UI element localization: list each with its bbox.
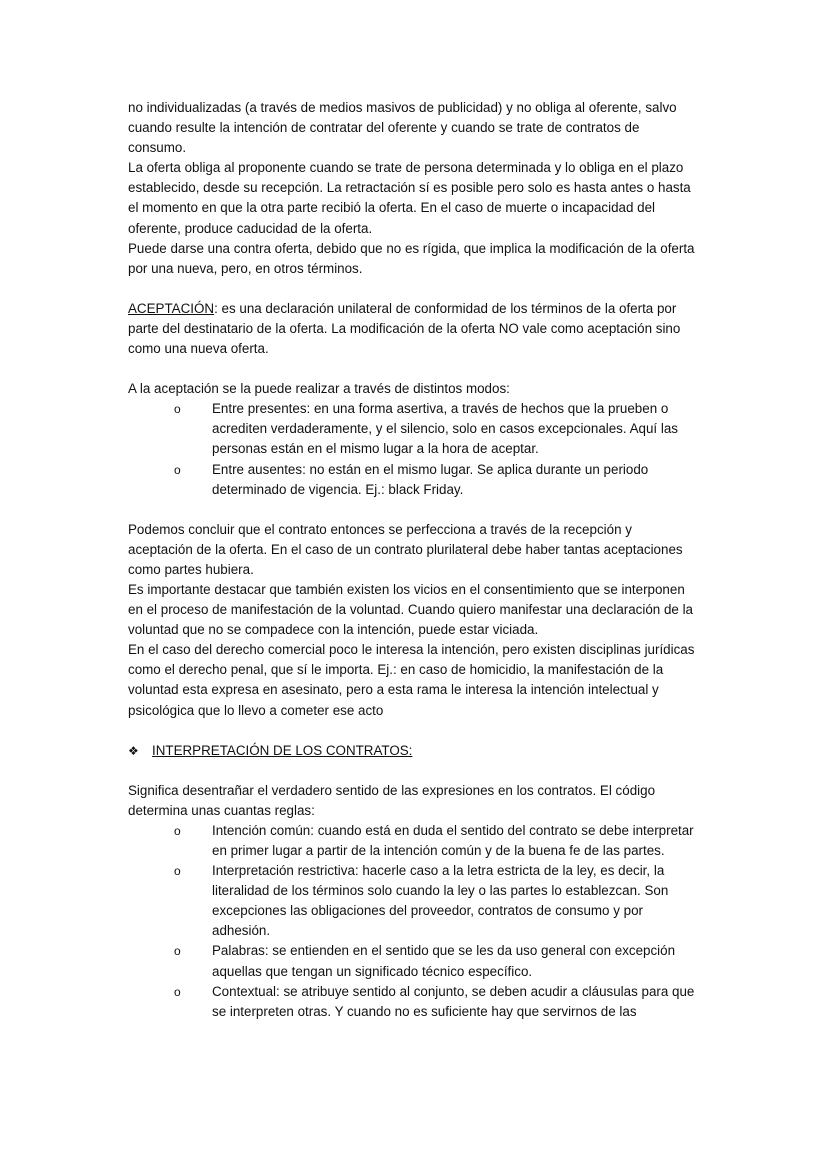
modos-list xyxy=(128,399,698,499)
section-heading-text: INTERPRETACIÓN DE LOS CONTRATOS: xyxy=(152,742,413,758)
intro-paragraph-1: no individualizadas (a través de medios masivos de publicidad) y no obliga al oferente, salvo cuando resulte la intención de contratar del oferente y cuando se trate de contratos de consumo. xyxy=(128,100,677,156)
list-item-text: Interpretación restrictiva: hacerle caso a la letra estricta de la ley, es decir, la literalidad de los términos solo cuando la ley o las partes lo establezcan. Son excepciones las obligaciones del proveedor, contratos de consumo y por adhesión. xyxy=(212,863,669,939)
aceptacion-definition: : es una declaración unilateral de conformidad de los términos de la oferta por parte del destinatario de la oferta. La modificación de la oferta NO vale como aceptación sino como una nueva oferta. xyxy=(128,300,681,357)
list-item xyxy=(174,861,698,941)
spacer xyxy=(128,279,698,299)
document-body xyxy=(128,98,698,1022)
aceptacion-term: ACEPTACIÓN xyxy=(128,300,215,316)
section-heading xyxy=(128,741,698,761)
circle-bullet-icon: o xyxy=(174,864,181,879)
circle-bullet-icon: o xyxy=(174,462,181,477)
circle-bullet-icon: o xyxy=(174,823,181,838)
circle-bullet-icon: o xyxy=(174,984,181,999)
circle-bullet-icon: o xyxy=(174,944,181,959)
conclusion-paragraph-2: Es importante destacar que también existen los vicios en el consentimiento que se interponen en el proceso de manifestación de la voluntad. Cuando quiero manifestar una declaración de la voluntad que no se compadece con la intención, puede estar viciada. xyxy=(128,581,694,638)
list-item-text: Intención común: cuando está en duda el sentido del contrato se debe interpretar en primer lugar a partir de la intención común y de la buena fe de las partes. xyxy=(212,822,694,858)
diamond-bullet-icon: ❖ xyxy=(128,743,139,758)
list-item xyxy=(174,460,698,500)
list-item-text: Contextual: se atribuye sentido al conjunto, se deben acudir a cláusulas para que se interpreten otras. Y cuando no es suficiente hay que servirnos de las xyxy=(212,983,695,1019)
list-item-text: Entre ausentes: no están en el mismo lugar. Se aplica durante un periodo determinado de vigencia. Ej.: black Friday. xyxy=(212,461,649,497)
spacer xyxy=(128,761,698,781)
list-item-text: Entre presentes: en una forma asertiva, a través de hechos que la prueben o acrediten verdaderamente, y el silencio, solo en casos excepcionales. Aquí las personas están en el mismo lugar a la hora de aceptar. xyxy=(212,401,678,457)
spacer xyxy=(128,721,698,741)
conclusion-paragraph-3: En el caso del derecho comercial poco le interesa la intención, pero existen disciplinas jurídicas como el derecho penal, que sí le importa. Ej.: en caso de homicidio, la manifestación de la voluntad esta expresa en asesinato, pero a esta rama le interesa la intención intelectual y psicológica que lo llevo a cometer ese acto xyxy=(128,642,695,718)
interpretacion-intro: Significa desentrañar el verdadero sentido de las expresiones en los contratos. El código determina unas cuantas reglas: xyxy=(128,782,656,818)
list-item-text: Palabras: se entienden en el sentido que se les da uso general con excepción aquellas que tengan un significado técnico específico. xyxy=(212,943,676,979)
spacer xyxy=(128,359,698,379)
aceptacion-paragraph xyxy=(128,299,698,359)
circle-bullet-icon: o xyxy=(174,402,181,417)
modos-intro: A la aceptación se la puede realizar a través de distintos modos: xyxy=(128,381,510,397)
list-item xyxy=(174,399,698,459)
list-item xyxy=(174,821,698,861)
spacer xyxy=(128,500,698,520)
reglas-list xyxy=(128,821,698,1022)
intro-paragraph-2: La oferta obliga al proponente cuando se trate de persona determinada y lo obliga en el plazo establecido, desde su recepción. La retractación sí es posible pero solo es hasta antes o hasta el momento en que la otra parte recibió la oferta. En el caso de muerte o incapacidad del oferente, produce caducidad de la oferta. xyxy=(128,160,691,236)
list-item xyxy=(174,941,698,981)
intro-paragraph-3: Puede darse una contra oferta, debido que no es rígida, que implica la modificación de la oferta por una nueva, pero, en otros términos. xyxy=(128,240,695,276)
conclusion-paragraph-1: Podemos concluir que el contrato entonces se perfecciona a través de la recepción y aceptación de la oferta. En el caso de un contrato plurilateral debe haber tantas aceptaciones como partes hubiera. xyxy=(128,521,683,577)
list-item xyxy=(174,982,698,1022)
